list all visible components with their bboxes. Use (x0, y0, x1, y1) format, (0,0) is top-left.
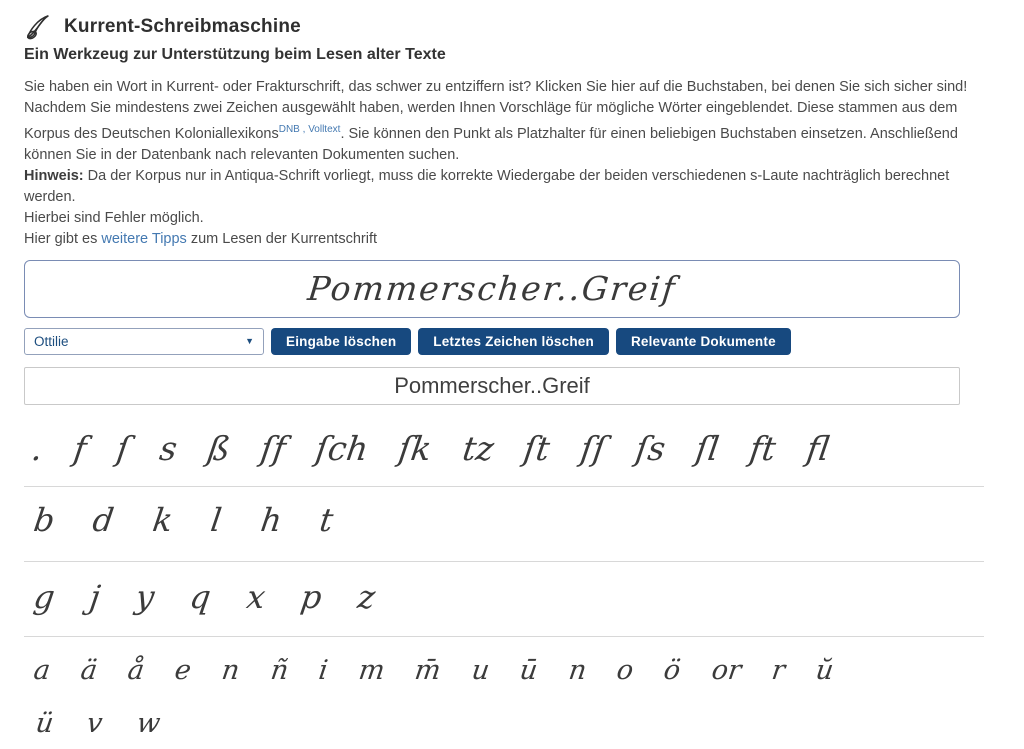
kurrent-letter-button[interactable]: ſl (693, 428, 722, 468)
kurrent-letter-button[interactable]: ö (662, 654, 683, 686)
kurrent-letter-button[interactable]: ſk (396, 428, 435, 468)
kurrent-letter-button[interactable]: o (614, 654, 636, 686)
kurrent-letter-button[interactable]: h (257, 500, 284, 539)
kurrent-letter-button[interactable]: e (173, 654, 194, 686)
keyboard-row-2 (24, 487, 984, 562)
kurrent-letter-button[interactable]: . (29, 428, 46, 468)
keyboard-row-4 (24, 637, 984, 696)
kurrent-letter-button[interactable]: ſ (113, 428, 132, 468)
tips-line (24, 229, 1002, 250)
kurrent-letter-button[interactable]: b (31, 500, 58, 539)
hinweis-line (24, 166, 1002, 208)
kurrent-letter-button[interactable]: ft (747, 428, 779, 468)
kurrent-letter-button[interactable]: t (317, 500, 336, 539)
intro-paragraph-text: Sie haben ein Wort in Kurrent- oder Frakturschrift, das schwer zu entziffern ist? Klicken Sie hier auf die Buchstaben, bei denen Sie sich sicher sind! Nachdem Sie mindestens zwei Zeichen ausgewählt haben, werden Ihnen Vorschläge für mögliche Wörter eingeblendet. Diese stammen aus dem Korpus des Deutschen Koloniallexikons (24, 79, 968, 142)
kurrent-letter-button[interactable]: or (709, 654, 744, 686)
kurrent-letter-button[interactable]: r (769, 654, 787, 686)
kurrent-input-display (24, 260, 960, 318)
kurrent-keyboard (24, 419, 984, 749)
sup-separator: , (299, 124, 309, 135)
kurrent-letter-button[interactable]: p (298, 577, 325, 616)
kurrent-letter-button[interactable]: ſſ (577, 428, 608, 468)
kurrent-letter-button[interactable]: s (157, 428, 180, 468)
page-subtitle: Ein Werkzeug zur Unterstützung beim Lesen alter Texte (24, 46, 446, 63)
keyboard-row-3 (24, 562, 984, 637)
kurrent-letter-button[interactable]: u (469, 654, 492, 686)
kurrent-letter-button[interactable]: i (316, 654, 330, 686)
intro-paragraph-text-2: . Sie können den Punkt als Platzhalter für einen beliebigen Buchstaben einsetzen. Anschließend können Sie in der Datenbank nach relevanten Dokumenten suchen. (24, 125, 958, 163)
kurrent-letter-button[interactable]: tz (459, 428, 496, 468)
intro-text (24, 77, 1002, 250)
kurrent-letter-button[interactable]: k (150, 500, 176, 539)
kurrent-letter-button[interactable]: ſf (258, 428, 289, 468)
weitere-tipps-link[interactable]: weitere Tipps (101, 230, 187, 247)
tips-before: Hier gibt es (24, 230, 102, 247)
tips-after: zum Lesen der Kurrentschrift (186, 230, 378, 247)
example-word-dropdown[interactable] (24, 328, 264, 355)
kurrent-letter-button[interactable]: j (87, 577, 104, 616)
delete-last-char-button[interactable]: Letztes Zeichen löschen (418, 328, 609, 355)
kurrent-letter-button[interactable]: ŭ (813, 654, 836, 686)
kurrent-letter-button[interactable]: n (220, 654, 242, 686)
kurrent-letter-button[interactable]: ſch (313, 428, 372, 468)
header (24, 12, 1000, 42)
transliteration-text: Pommerscher..Greif (394, 372, 590, 398)
kurrent-letter-button[interactable]: n (566, 654, 589, 686)
volltext-link[interactable]: Volltext (308, 124, 341, 135)
intro-paragraph (24, 77, 1002, 166)
dropdown-selected-value: Ottilie (34, 333, 69, 349)
kurrent-letter-button[interactable]: q (187, 577, 214, 616)
superscript-links (279, 124, 341, 135)
transliteration-output (24, 367, 960, 405)
kurrent-letter-button[interactable]: x (244, 577, 268, 616)
keyboard-row-5 (24, 696, 984, 749)
chevron-down-icon: ▼ (245, 336, 254, 347)
kurrent-letter-button[interactable]: ü (33, 707, 56, 739)
clear-input-button[interactable]: Eingabe löschen (271, 328, 411, 355)
kurrent-letter-button[interactable]: w (134, 707, 162, 739)
kurrent-letter-button[interactable]: v (85, 707, 105, 739)
quill-pen-icon (24, 12, 54, 42)
kurrent-letter-button[interactable]: y (133, 577, 158, 616)
kurrent-letter-button[interactable]: å (126, 654, 147, 686)
kurrent-letter-button[interactable]: ä (78, 654, 100, 686)
keyboard-row-1 (24, 419, 984, 487)
kurrent-letter-button[interactable]: g (31, 577, 58, 616)
kurrent-letter-button[interactable]: f (70, 428, 89, 468)
kurrent-letter-button[interactable]: d (90, 500, 117, 539)
kurrent-letter-button[interactable]: ß (205, 428, 233, 468)
relevant-documents-button[interactable]: Relevante Dokumente (616, 328, 791, 355)
kurrent-letter-button[interactable]: m̄ (413, 654, 444, 686)
kurrent-letter-button[interactable]: z (354, 577, 378, 616)
page-title: Kurrent-Schreibmaschine (64, 16, 301, 37)
kurrent-letter-button[interactable]: ñ (268, 654, 291, 686)
kurrent-letter-button[interactable]: l (208, 500, 225, 539)
kurrent-letter-button[interactable]: ſt (521, 428, 553, 468)
dnb-link[interactable]: DNB (278, 124, 300, 135)
kurrent-letter-button[interactable]: a (31, 654, 53, 686)
kurrent-letter-button[interactable]: m (356, 654, 387, 686)
kurrent-letter-button[interactable]: ſs (633, 428, 669, 468)
hinweis-text: Da der Korpus nur in Antiqua-Schrift vorliegt, muss die korrekte Wiedergabe der beiden verschiedenen s-Laute nachträglich berechnet werden. (24, 167, 950, 205)
controls-bar (24, 328, 1000, 355)
hinweis-label: Hinweis: (24, 167, 84, 184)
hinweis-line-2: Hierbei sind Fehler möglich. (24, 209, 204, 226)
kurrent-letter-button[interactable]: fl (803, 428, 832, 468)
kurrent-input-text: Pommerscher..Greif (305, 269, 679, 309)
kurrent-letter-button[interactable]: ū (518, 654, 540, 686)
